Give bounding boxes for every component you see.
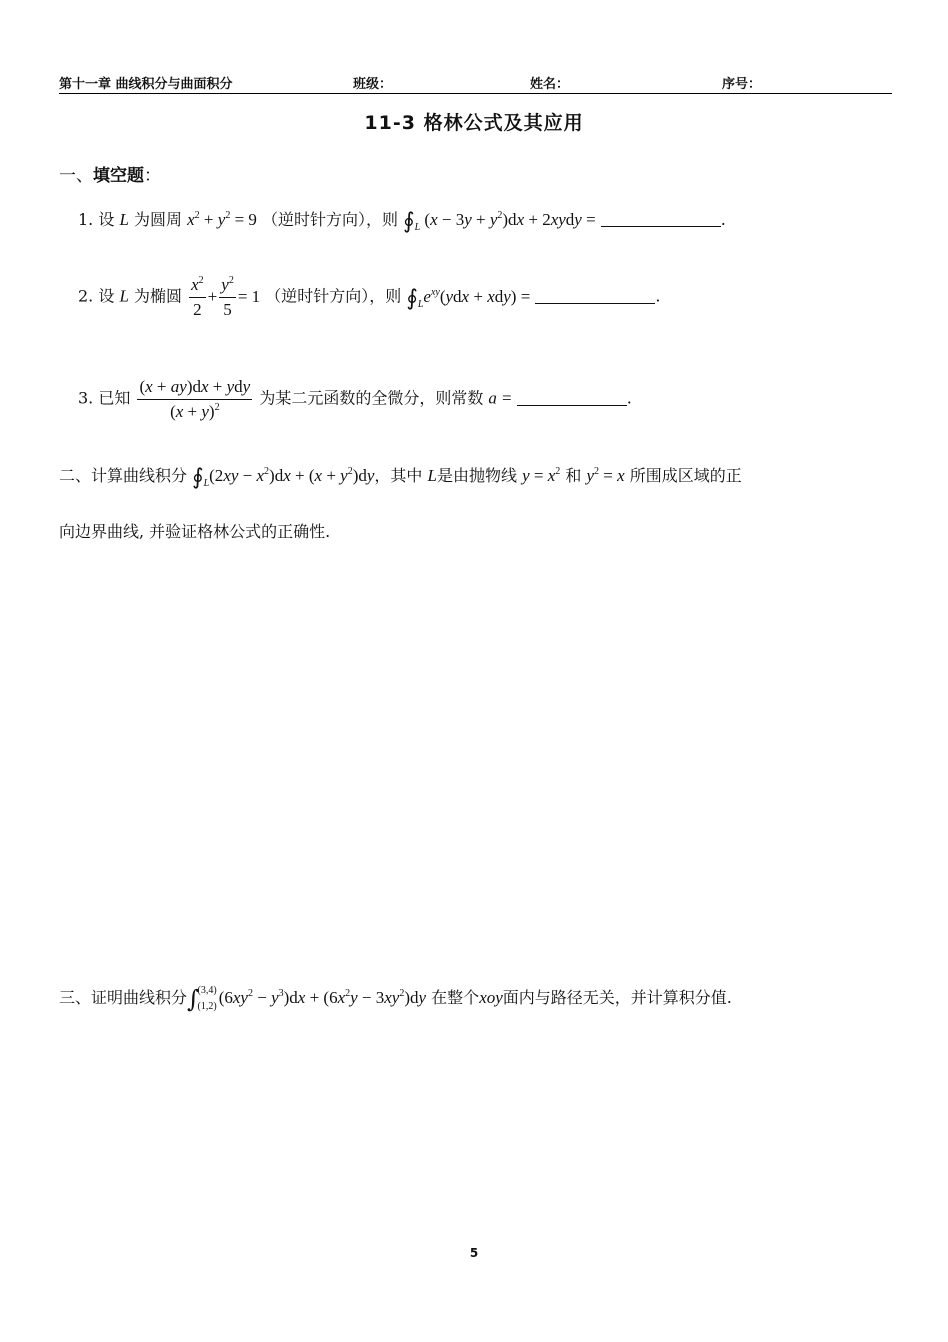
question-2 <box>78 276 660 319</box>
section-1-title: 填空题 <box>93 166 144 186</box>
q2-answer-blank[interactable] <box>535 289 655 304</box>
section-2-text-b: 是由抛物线 <box>437 466 518 485</box>
q3-tail: . <box>626 388 632 408</box>
q3-eq: = <box>502 388 512 408</box>
q1-eq-value: = 9 <box>234 210 257 229</box>
question-1 <box>78 211 726 233</box>
q3-text-a: 为某二元函数的全微分，则常数 <box>259 388 484 408</box>
section-3-xoy: xoy <box>479 987 503 1007</box>
header-rule <box>59 93 892 94</box>
q1-text-b: （逆时针方向），则 <box>262 210 399 229</box>
q3-expression <box>135 377 254 421</box>
section-2-line-1 <box>59 467 742 489</box>
q2-prefix: 2. 设 <box>78 286 115 306</box>
section-3 <box>59 983 732 1015</box>
section-2-and: 和 <box>565 466 582 485</box>
contour-integral-icon: ∮ <box>406 285 418 311</box>
section-2-text-a: ，其中 <box>374 466 423 485</box>
section-3-integral: ∫ (3,4) (1,2) $(6xy^2 - y^3)dx + (6x^2y - 3xy^2)dy$ <box>187 988 426 1007</box>
contour-integral-icon: ∮ <box>192 465 204 490</box>
section-2-prefix: 二、计算曲线积分 <box>59 466 188 485</box>
q2-tail: . <box>655 286 661 306</box>
lower-limit: (1,2) <box>197 1001 217 1012</box>
q1-var-L: L <box>119 210 129 229</box>
q3-var-a: a <box>488 388 497 408</box>
q1-prefix: 1. 设 <box>78 210 115 229</box>
section-3-prefix: 三、证明曲线积分 <box>59 987 188 1007</box>
section-2-integral: $∮_L(2xy - x^2)dx + (x + y^2)dy$ <box>192 465 375 490</box>
q2-text-b: （逆时针方向），则 <box>265 286 402 306</box>
page-number: 5 <box>469 1246 479 1260</box>
q3-prefix: 3. 已知 <box>78 388 131 408</box>
contour-integral-icon: ∮ <box>403 209 415 234</box>
section-3-text-b: 面内与路径无关，并计算积分值. <box>502 987 732 1007</box>
chapter-label: 第十一章 曲线积分与曲面积分 <box>59 77 233 92</box>
page-title: 11-3 格林公式及其应用 <box>364 112 584 134</box>
class-label: 班级： <box>353 77 393 92</box>
fraction: $\frac{y^2}{5}$ <box>221 275 234 319</box>
q2-text-a: 为椭圆 <box>134 286 183 306</box>
section-1-suffix: ： <box>144 166 161 186</box>
section-2-line-2: 向边界曲线, 并验证格林公式的正确性. <box>59 522 331 541</box>
fraction: $\frac{x^2}{2}$ <box>191 275 204 319</box>
parabola-2: $y^2 = x$ <box>586 466 625 485</box>
integral-icon: ∫ <box>187 984 200 1013</box>
q1-text-a: 为圆周 <box>134 210 183 229</box>
fraction: $\frac{\text{(x + ay)dx + ydy}}{(x + y)^2}$ <box>139 377 251 421</box>
seq-label: 序号： <box>722 77 762 92</box>
q1-integral: $∮_L$ $(x - 3y + y^2)dx$ + 2xydy = <box>403 209 596 234</box>
question-3 <box>78 378 632 421</box>
q1-tail: . <box>720 210 726 229</box>
parabola-1: $y = x^2$ <box>522 466 561 485</box>
q2-ellipse-equation: $\frac{x^2}{2}$ + $\frac{y^2}{5}$ = 1 <box>191 275 261 319</box>
q2-var-L: L <box>119 286 129 306</box>
q1-answer-blank[interactable] <box>601 212 721 227</box>
upper-limit: (3,4) <box>197 985 217 996</box>
q2-eq-value: = 1 <box>237 286 261 306</box>
section-2-var-L: L <box>427 466 437 485</box>
q3-answer-blank[interactable] <box>517 391 627 406</box>
name-label: 姓名： <box>530 77 570 92</box>
q2-integral: $∮_Le^{xy}(ydx + xdy)$ = <box>406 285 531 311</box>
section-1-heading <box>59 161 161 186</box>
section-2-text-c: 所围成区域的正 <box>629 466 742 485</box>
section-1-prefix: 一、 <box>59 166 93 186</box>
section-3-text-a: 在整个 <box>431 987 480 1007</box>
q1-circle-equation: $x^2 + y^2 = 9$ <box>187 210 257 229</box>
